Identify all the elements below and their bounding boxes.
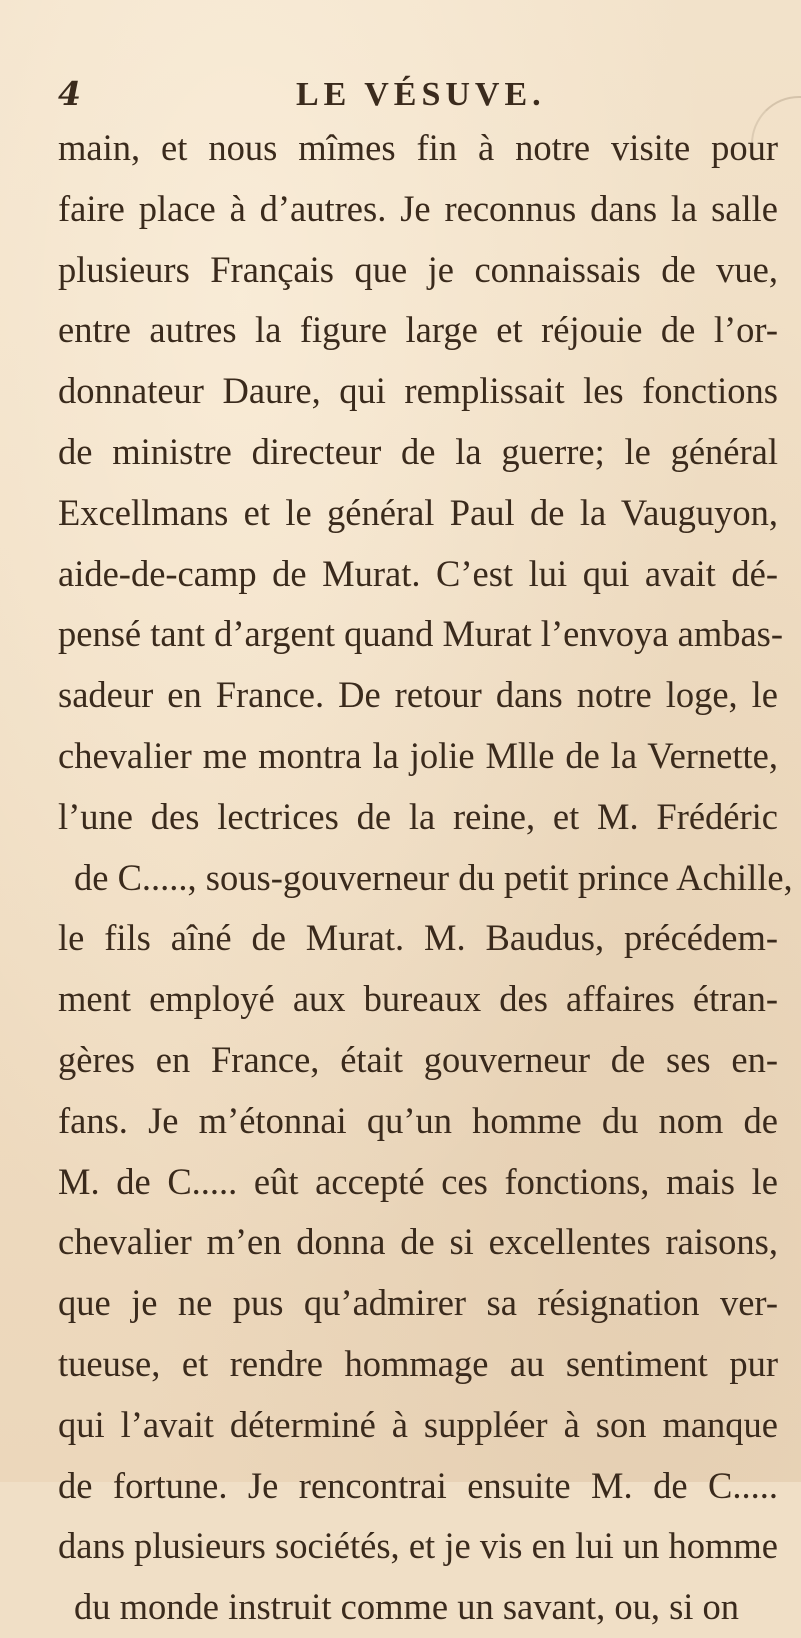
text-line: Excellmans et le général Paul de la Vauguyon, xyxy=(58,491,778,533)
text-line: sadeur en France. De retour dans notre loge, le xyxy=(58,674,778,716)
page-header xyxy=(58,74,778,124)
text-line: fans. Je m’étonnai qu’un homme du nom de xyxy=(58,1099,778,1141)
text-line: entre autres la figure large et réjouie de l’or- xyxy=(58,309,778,351)
body-text xyxy=(58,118,793,1638)
text-line: que je ne pus qu’admirer sa résignation ver- xyxy=(58,1282,778,1324)
text-line: de fortune. Je rencontrai ensuite M. de C..... xyxy=(58,1464,778,1506)
text-line: donnateur Daure, qui remplissait les fonctions xyxy=(58,370,778,412)
text-line: main, et nous mîmes fin à notre visite pour xyxy=(58,127,778,168)
running-head: LE VÉSUVE. xyxy=(296,76,546,113)
text-line: du monde instruit comme un savant, ou, si on xyxy=(74,1586,740,1628)
page-number: 4 xyxy=(58,74,81,113)
text-line: M. de C..... eût accepté ces fonctions, mais le xyxy=(58,1160,778,1202)
text-line: chevalier me montra la jolie Mlle de la Vernette, xyxy=(58,734,778,776)
text-line: tueuse, et rendre hommage au sentiment pur xyxy=(58,1342,778,1384)
text-line: faire place à d’autres. Je reconnus dans la salle xyxy=(58,187,778,229)
text-line: de C....., sous-gouverneur du petit prince Achille, xyxy=(74,856,793,898)
text-line: plusieurs Français que je connaissais de vue, xyxy=(58,248,778,290)
text-line: chevalier m’en donna de si excellentes raisons, xyxy=(58,1221,778,1263)
text-line: le fils aîné de Murat. M. Baudus, précédem- xyxy=(58,917,778,959)
text-line: pensé tant d’argent quand Murat l’envoya ambas- xyxy=(58,613,784,655)
text-line: aide-de-camp de Murat. C’est lui qui avait dé- xyxy=(58,552,778,594)
text-line: gères en France, était gouverneur de ses en- xyxy=(58,1038,778,1080)
text-line: ment employé aux bureaux des affaires étran- xyxy=(58,978,778,1020)
text-line: dans plusieurs sociétés, et je vis en lui un homme xyxy=(58,1525,778,1567)
text-line: qui l’avait déterminé à suppléer à son manque xyxy=(58,1403,778,1445)
text-line: l’une des lectrices de la reine, et M. Frédéric xyxy=(58,795,778,837)
text-line: de ministre directeur de la guerre; le général xyxy=(58,430,778,472)
